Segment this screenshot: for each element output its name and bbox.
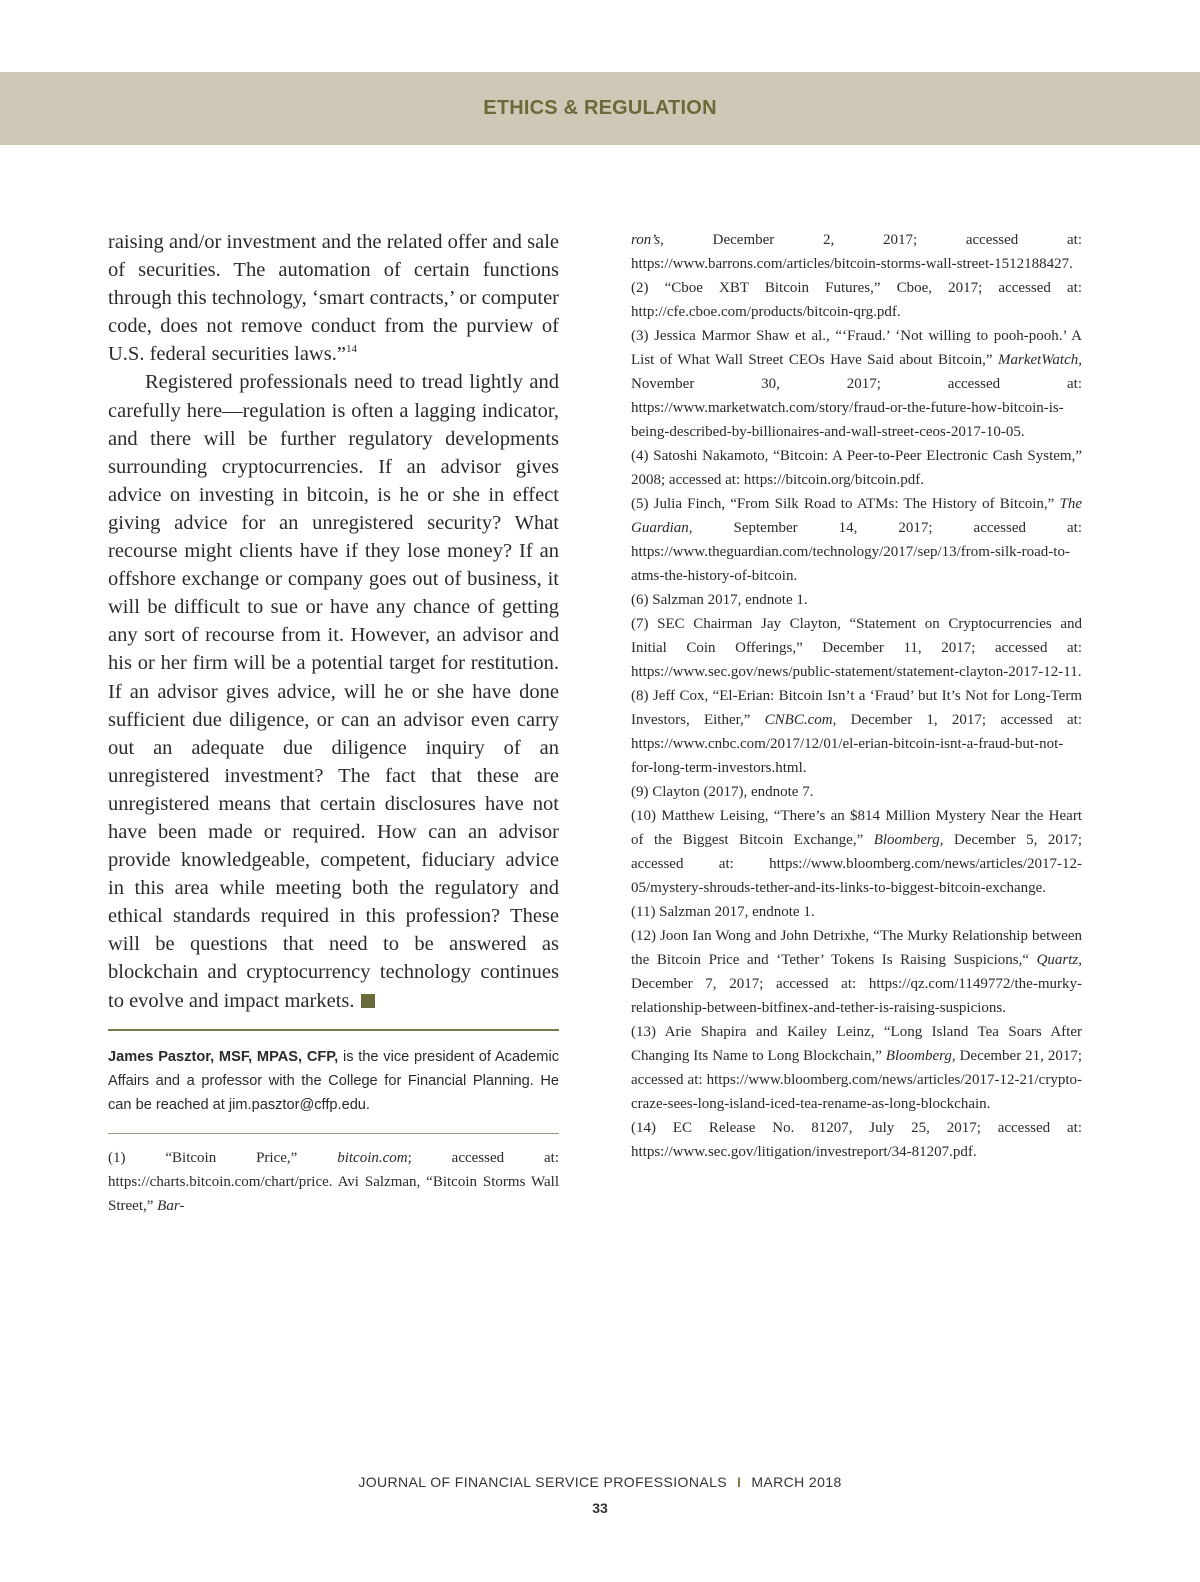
author-name: James Pasztor, MSF, MPAS, CFP, — [108, 1048, 339, 1065]
endnote-text: November 30, 2017; accessed at: https://www.marketwatch.com/story/fraud-or-the-future-how-bitcoin-is-being-described-by-billionaires-and-wall-street-ceos-2017-10-05. — [631, 376, 1082, 440]
endnote-6: (6) Salzman 2017, endnote 1. — [631, 592, 808, 608]
page-footer — [0, 1474, 1200, 1490]
endnote-text: December 5, 2017; accessed at: https://www.bloomberg.com/news/articles/2017-12-05/mystery-shrouds-tether-and-its-links-to-biggest-bitcoin-exchange. — [631, 832, 1083, 896]
endnote-source: bitcoin.com — [337, 1149, 408, 1166]
endnote-13 — [631, 1020, 1082, 1116]
endnote-1 — [108, 1146, 559, 1218]
paragraph-text: Registered professionals need to tread lightly and carefully here—regulation is often a lagging indicator, and there will be further regulatory developments surrounding cryptocurrencies. If an advisor gives advice on investing in bitcoin, is he or she in effect giving advice for an unregistered security? What recourse might clients have if they lose money? If an offshore exchange or company goes out of business, it will be difficult to sue or have any chance of getting any sort of recourse from it. However, an advisor and his or her firm will be a potential target for restitution. If an advisor gives advice, will he or she have done sufficient due diligence, or can an advisor even carry out an adequate due diligence inquiry of an unregistered investment? The fact that these are unregistered means that certain disclosures have not have been made or required. How can an advisor provide knowledgeable, competent, fiduciary advice in this area while meeting both the regulatory and ethical standards required in this profession? These will be questions that need to be answered as blockchain and cryptocurrency technology continues to evolve and impact markets. — [108, 371, 559, 1012]
article-paragraph — [108, 228, 559, 368]
endnotes-column — [631, 228, 1082, 1164]
endnote-text: December 7, 2017; accessed at: https://qz.com/1149772/the-murky-relationship-between-bitfinex-and-tether-is-raising-suspicions. — [631, 976, 1082, 1016]
footnote-reference: 14 — [345, 343, 357, 356]
endnote-14: (14) EC Release No. 81207, July 25, 2017; accessed at: https://www.sec.gov/litigation/investreport/34-81207.pdf. — [631, 1120, 1082, 1160]
endnote-source: Bloomberg, — [873, 832, 944, 848]
endnote-text: ; accessed at: https://charts.bitcoin.com/chart/price. Avi Salzman, “Bitcoin Storms Wall Street,” — [108, 1149, 560, 1214]
endnote-text: December 1, 2017; accessed at: https://www.cnbc.com/2017/12/01/el-erian-bitcoin-isnt-a-fraud-but-not-for-long-term-investors.html. — [631, 712, 1083, 776]
divider — [108, 1133, 559, 1134]
endnote-source: MarketWatch, — [997, 352, 1082, 368]
endnote-12 — [631, 924, 1082, 1020]
endnote-11: (11) Salzman 2017, endnote 1. — [631, 904, 815, 920]
endnote-text: December 21, 2017; accessed at: https://www.bloomberg.com/news/articles/2017-12-21/crypto-craze-sees-long-island-iced-tea-rename-as-long-blockchain. — [631, 1048, 1082, 1112]
endnote-text: (10) Matthew Leising, “There’s an $814 Million Mystery Near the Heart of the Biggest Bitcoin Exchange,” — [631, 808, 1082, 848]
paragraph-text: raising and/or investment and the related offer and sale of securities. The automation of certain functions through this technology, ‘smart contracts,’ or computer code, does not remove conduct from the purview of U.S. federal securities laws.” — [108, 231, 559, 366]
endnote-8 — [631, 684, 1082, 780]
endnote-7: (7) SEC Chairman Jay Clayton, “Statement on Cryptocurrencies and Initial Coin Offerings,” December 11, 2017; accessed at: https://www.sec.gov/news/public-statement/statement-clayton-2017-12-11. — [631, 616, 1082, 680]
endnote-text: December 2, 2017; accessed at: https://www.barrons.com/articles/bitcoin-storms-wall-street-1512188427. — [631, 232, 1082, 272]
endnote-5 — [631, 492, 1082, 588]
article-body-column — [108, 228, 559, 1218]
section-banner — [0, 72, 1200, 145]
endnote-source: Quartz, — [1036, 952, 1082, 968]
endnote-text: (12) Joon Ian Wong and John Detrixhe, “The Murky Relationship between the Bitcoin Price and ‘Tether’ Tokens Is Raising Suspicions,“ — [631, 928, 1082, 968]
endnote-text: (3) Jessica Marmor Shaw et al., “‘Fraud.’ ‘Not willing to pooh-pooh.’ A List of What Wall Street CEOs Have Said about Bitcoin,” — [631, 328, 1082, 368]
endnote-text: (13) Arie Shapira and Kailey Leinz, “Long Island Tea Soars After Changing Its Name to Long Blockchain,” — [631, 1024, 1082, 1064]
endnote-source: CNBC.com, — [764, 712, 837, 728]
endnote-source: The Guardian, — [631, 496, 1082, 536]
endnote-text: September 14, 2017; accessed at: https://www.theguardian.com/technology/2017/sep/13/from-silk-road-to-atms-the-history-of-bitcoin. — [631, 520, 1082, 584]
author-description: is the vice president of Academic Affairs and a professor with the College for Financial Planning. He can be reached at jim.pasztor@cffp.edu. — [108, 1048, 559, 1113]
end-of-article-icon — [361, 994, 375, 1008]
endnote-text: (8) Jeff Cox, “El-Erian: Bitcoin Isn’t a ‘Fraud’ but It’s Not for Long-Term Investors, Either,” — [631, 688, 1082, 728]
divider — [108, 1029, 559, 1031]
endnote-source: ron’s, — [631, 232, 664, 248]
article-paragraph — [108, 368, 559, 1014]
issue-date: MARCH 2018 — [751, 1474, 842, 1490]
endnote-source: Bloomberg, — [885, 1048, 956, 1064]
endnote-1-continued — [631, 228, 1082, 276]
endnote-2: (2) “Cboe XBT Bitcoin Futures,” Cboe, 2017; accessed at: http://cfe.cboe.com/products/bitcoin-qrg.pdf. — [631, 280, 1082, 320]
endnote-10 — [631, 804, 1082, 900]
endnote-4: (4) Satoshi Nakamoto, “Bitcoin: A Peer-to-Peer Electronic Cash System,” 2008; accessed at: https://bitcoin.org/bitcoin.pdf. — [631, 448, 1082, 488]
author-bio — [108, 1045, 559, 1117]
section-title: ETHICS & REGULATION — [483, 97, 717, 119]
journal-name: JOURNAL OF FINANCIAL SERVICE PROFESSIONALS — [358, 1474, 728, 1490]
page-number: 33 — [592, 1500, 608, 1516]
endnote-source: Bar- — [157, 1197, 185, 1214]
endnote-text: (5) Julia Finch, “From Silk Road to ATMs: The History of Bitcoin,” — [631, 496, 1060, 512]
endnote-9: (9) Clayton (2017), endnote 7. — [631, 784, 814, 800]
endnote-3 — [631, 324, 1082, 444]
footer-separator: I — [737, 1474, 742, 1490]
endnote-text: (1) “Bitcoin Price,” — [108, 1149, 338, 1166]
